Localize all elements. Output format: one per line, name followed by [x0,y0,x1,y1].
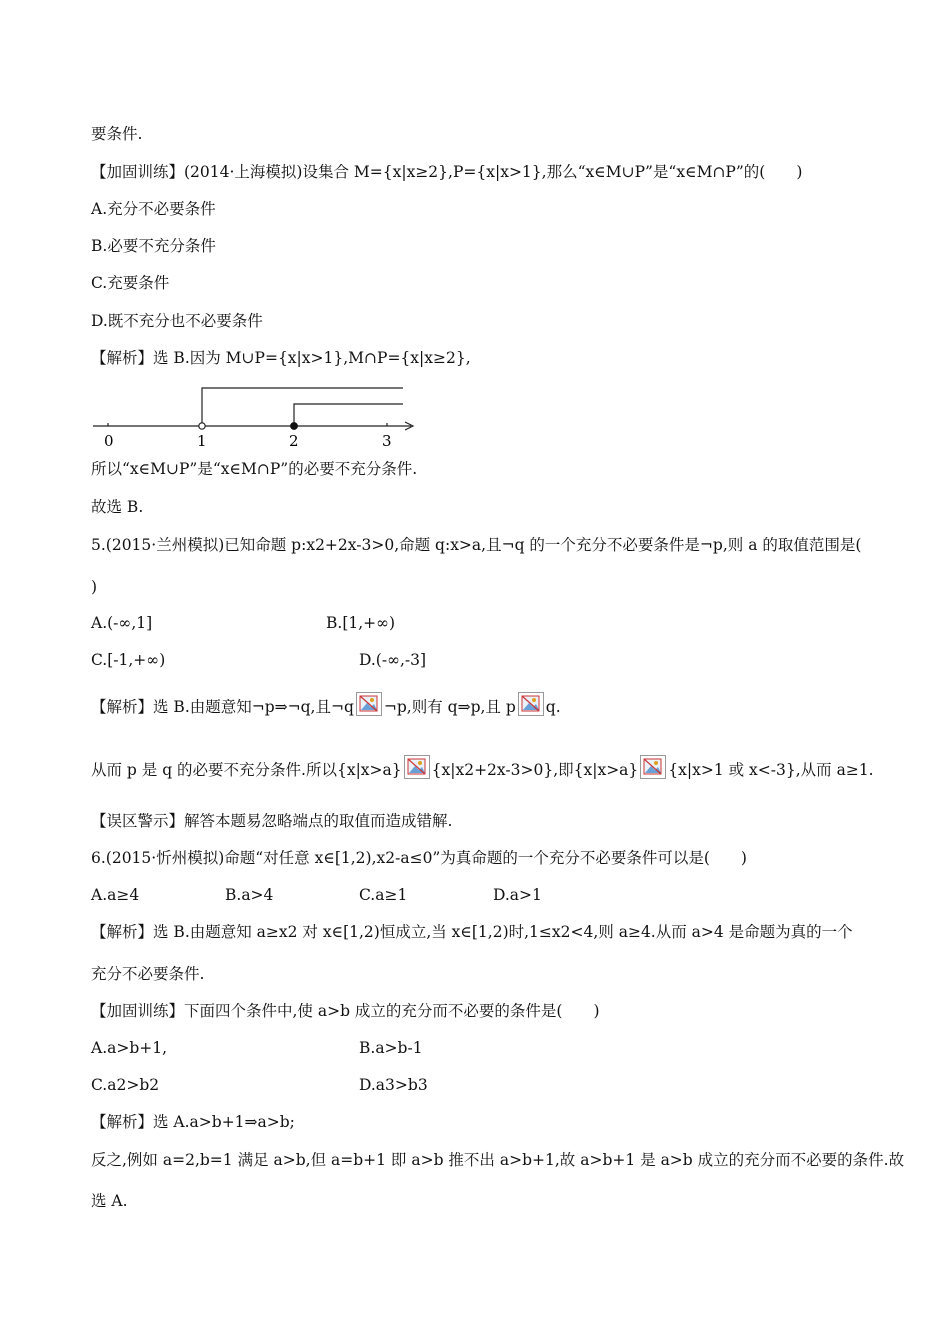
text-segment: ¬p,则有 q⇒p,且 p [383,698,516,716]
q7-option-c: C.a2>b2 [91,1076,160,1094]
broken-image-icon [518,692,544,716]
warning-line: 【误区警示】解答本题易忽略端点的取值而造成错解. [91,812,453,830]
solution-line: 【解析】选 B.由题意知 a≥x2 对 x∈[1,2)恒成立,当 x∈[1,2)时,1≤x2<4,则 a≥4.从而 a>4 是命题为真的一个 [91,923,853,941]
solution-line: 【解析】选 A.a>b+1⇒a>b; [91,1113,295,1131]
q6-option-b: B.a>4 [225,886,274,904]
text-segment: 【解析】选 B.由题意知¬p⇒¬q,且¬q [91,698,354,716]
tick-label-0: 0 [104,432,114,450]
open-point-1 [199,423,205,429]
solution-line: 【解析】选 B.因为 M∪P={x|x>1},M∩P={x|x≥2}, [91,349,471,367]
text-line: 充分不必要条件. [91,965,205,983]
text-segment: {x|x>1 或 x<-3},从而 a≥1. [668,761,874,779]
text-line: 要条件. [91,125,143,143]
text-line: 选 A. [91,1192,128,1210]
text-line: 【加固训练】(2014·上海模拟)设集合 M={x|x≥2},P={x|x>1},那么“x∈M∪P”是“x∈M∩P”的( ) [91,163,803,181]
text-line: 所以“x∈M∪P”是“x∈M∩P”的必要不充分条件. [91,460,418,478]
q5-option-b: B.[1,+∞) [326,614,396,632]
tick-label-3: 3 [382,432,392,450]
text-segment: 从而 p 是 q 的必要不充分条件.所以{x|x>a} [91,761,402,779]
solution-line [91,692,561,717]
q7-option-a: A.a>b+1, [91,1039,168,1057]
number-line-diagram [91,384,421,452]
text-segment: q. [545,698,561,716]
option-b: B.必要不充分条件 [91,237,216,255]
closed-point-2 [291,423,298,430]
q7-option-b: B.a>b-1 [359,1039,423,1057]
q5-option-a: A.(-∞,1] [91,614,153,632]
text-segment: {x|x2+2x-3>0},即{x|x>a} [431,761,639,779]
text-line: 故选 B. [91,498,144,516]
q6-option-d: D.a>1 [493,886,542,904]
tick-label-1: 1 [197,432,207,450]
q5-option-d: D.(-∞,-3] [359,651,427,669]
text-line: 反之,例如 a=2,b=1 满足 a>b,但 a=b+1 即 a>b 推不出 a>b+1,故 a>b+1 是 a>b 成立的充分而不必要的条件.故 [91,1151,905,1169]
option-c: C.充要条件 [91,274,170,292]
intersection-region [294,404,403,426]
q7-option-d: D.a3>b3 [359,1076,428,1094]
q5-option-c: C.[-1,+∞) [91,651,166,669]
question-6: 6.(2015·忻州模拟)命题“对任意 x∈[1,2),x2-a≤0”为真命题的一个充分不必要条件可以是( ) [91,849,747,867]
option-d: D.既不充分也不必要条件 [91,312,263,330]
union-region [202,388,403,426]
broken-image-icon [404,755,430,779]
text-line [91,755,874,780]
broken-image-icon [356,692,382,716]
q6-option-c: C.a≥1 [359,886,408,904]
broken-image-icon [640,755,666,779]
text-line: 【加固训练】下面四个条件中,使 a>b 成立的充分而不必要的条件是( ) [91,1002,600,1020]
text-line: ) [91,578,98,596]
option-a: A.充分不必要条件 [91,200,216,218]
question-5: 5.(2015·兰州模拟)已知命题 p:x2+2x-3>0,命题 q:x>a,且¬q 的一个充分不必要条件是¬p,则 a 的取值范围是( [91,536,862,554]
q6-option-a: A.a≥4 [91,886,140,904]
tick-label-2: 2 [289,432,299,450]
